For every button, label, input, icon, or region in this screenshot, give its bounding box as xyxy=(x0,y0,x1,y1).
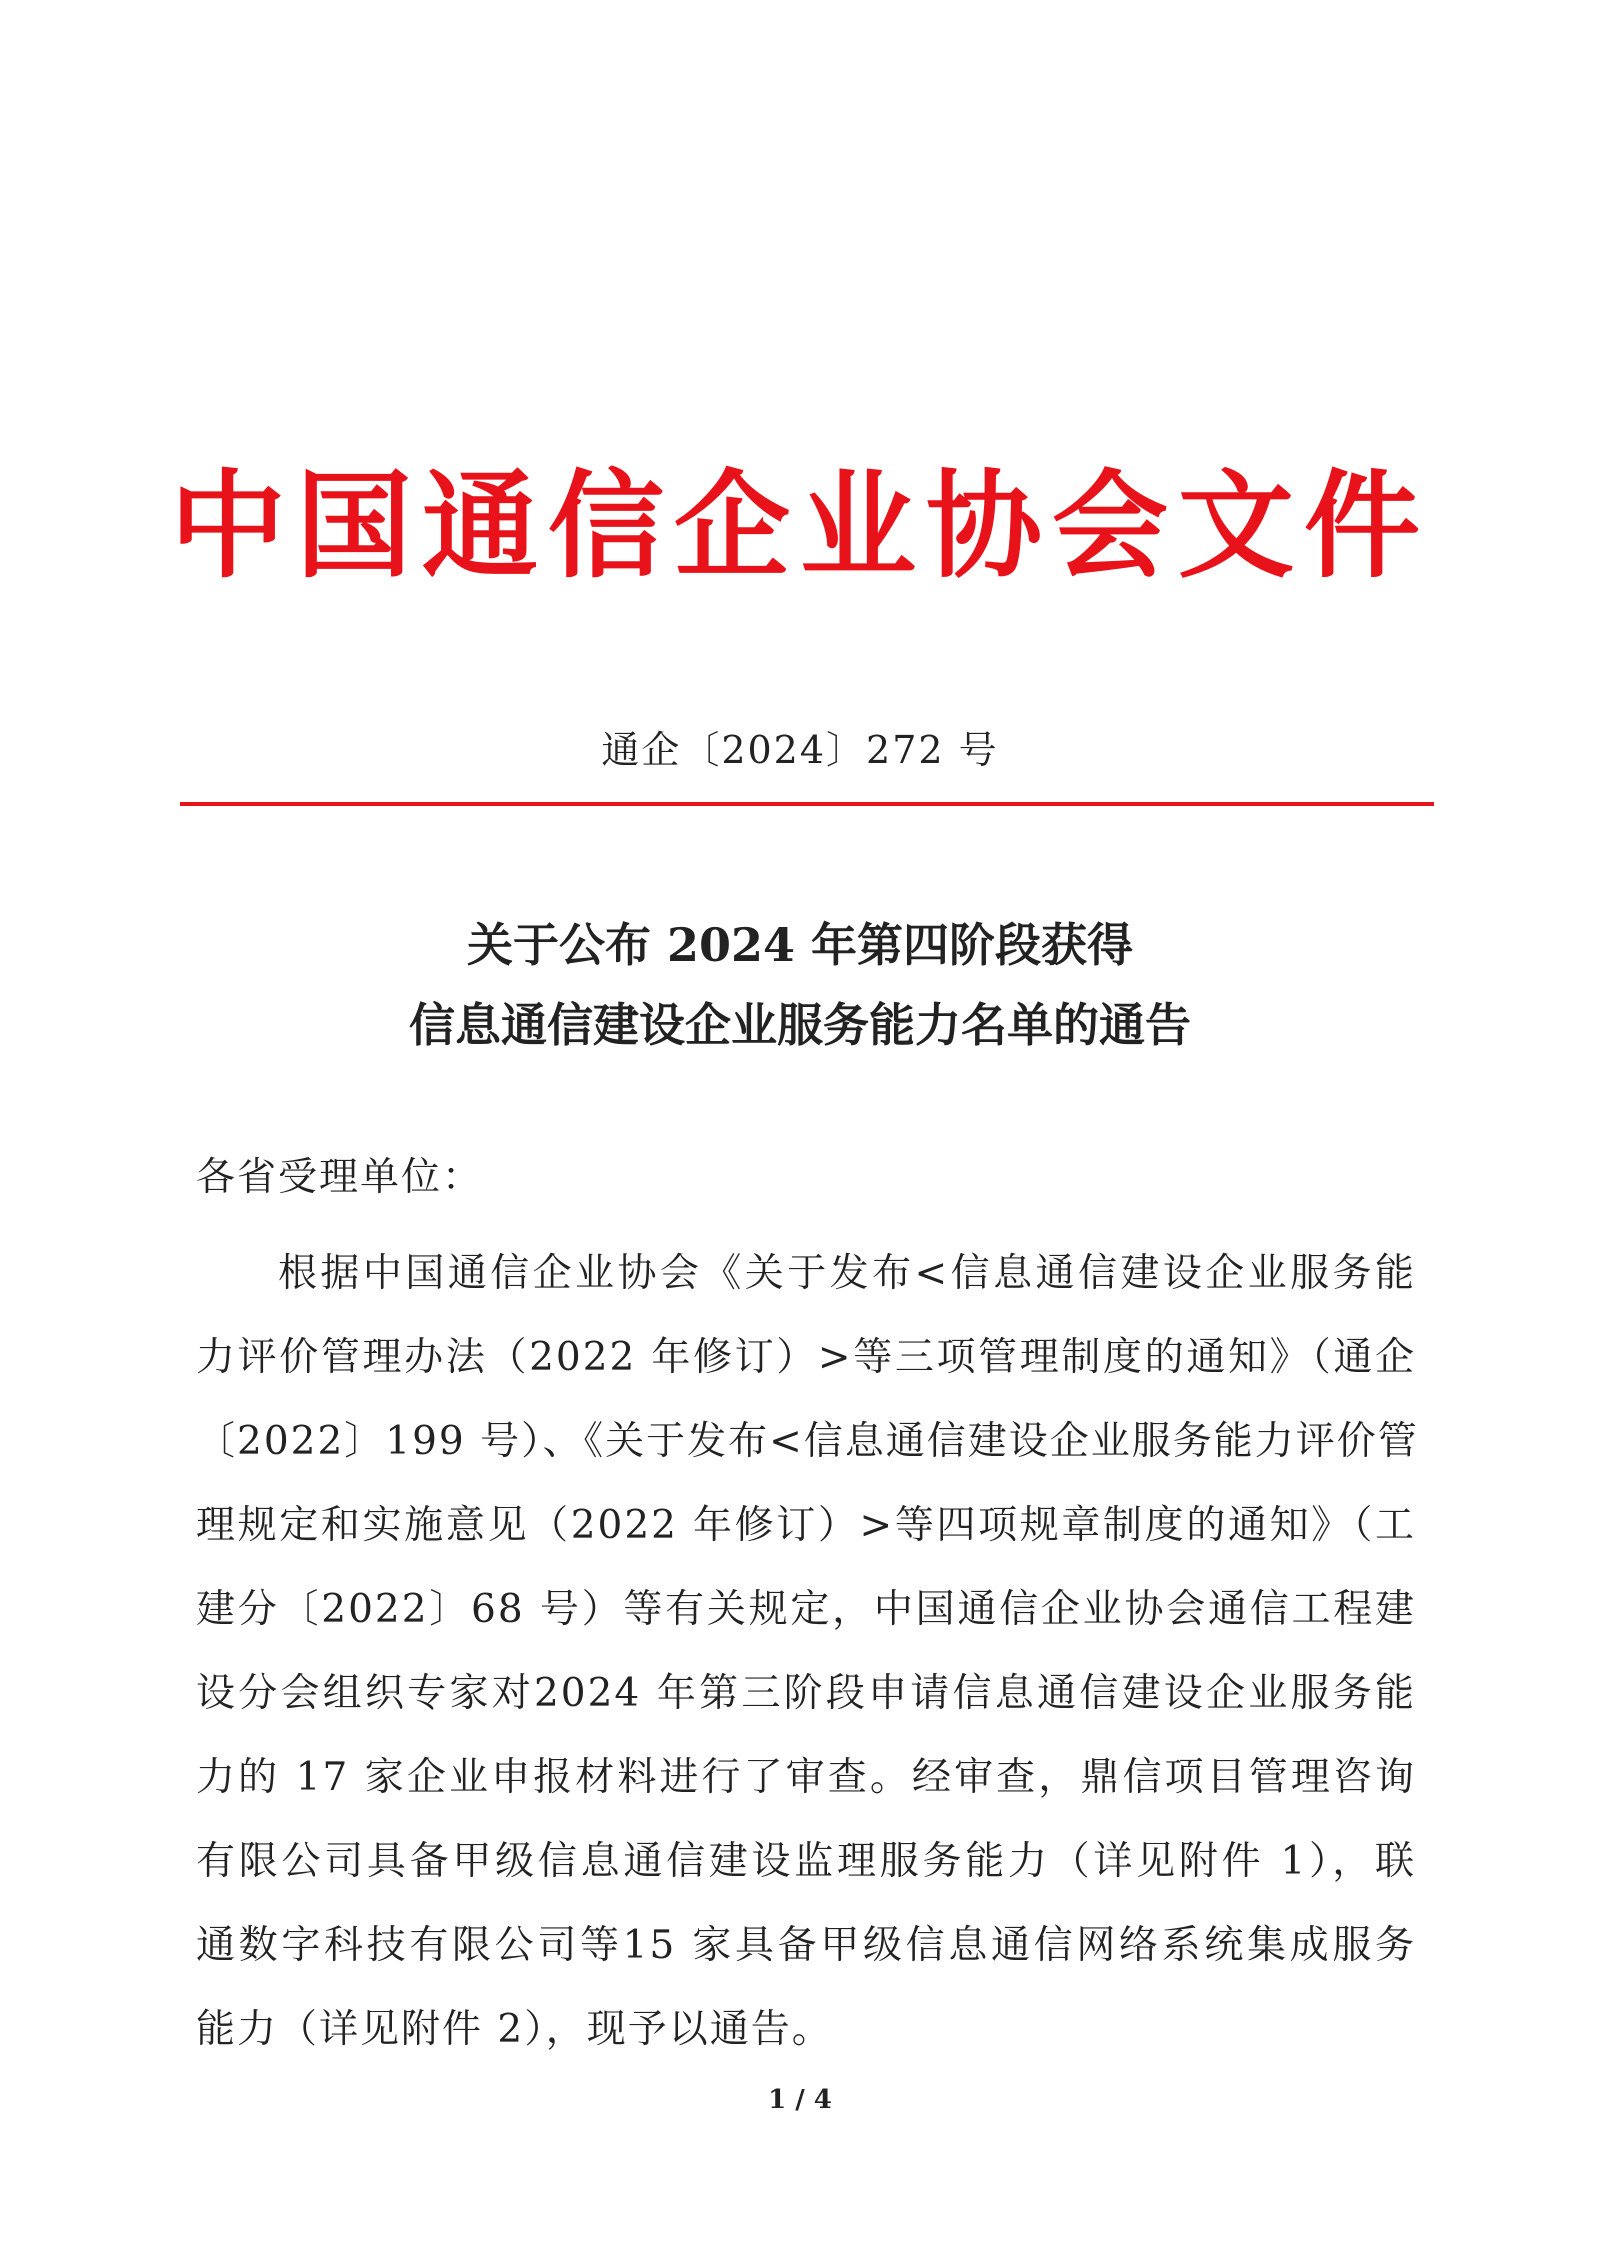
body-line: 力的 17 家企业申报材料进行了审查。经审查，鼎信项目管理咨询 xyxy=(196,1755,1416,1800)
body-line: 根据中国通信企业协会《关于发布<信息通信建设企业服务能 xyxy=(278,1251,1416,1296)
body-line: 力评价管理办法（2022 年修订）>等三项管理制度的通知》（通企 xyxy=(196,1335,1416,1380)
document-number: 通企〔2024〕272 号 xyxy=(601,728,999,772)
body-line: 理规定和实施意见（2022 年修订）>等四项规章制度的通知》（工 xyxy=(196,1503,1416,1548)
salutation: 各省受理单位： xyxy=(196,1155,484,1200)
body-line: 有限公司具备甲级信息通信建设监理服务能力（详见附件 1），联 xyxy=(196,1839,1416,1884)
notice-title xyxy=(0,905,1600,1065)
body-line: 通数字科技有限公司等15 家具备甲级信息通信网络系统集成服务 xyxy=(196,1923,1416,1968)
page-number: 1 / 4 xyxy=(768,2085,832,2115)
notice-title-line-2: 信息通信建设企业服务能力名单的通告 xyxy=(409,998,1191,1052)
header-divider xyxy=(180,802,1434,806)
body-paragraph xyxy=(196,1232,1419,2072)
body-line: 设分会组织专家对2024 年第三阶段申请信息通信建设企业服务能 xyxy=(196,1671,1416,1716)
body-line: 能力（详见附件 2），现予以通告。 xyxy=(196,2007,833,2052)
notice-title-line-1: 关于公布 2024 年第四阶段获得 xyxy=(466,918,1134,972)
document-header-title: 中国通信企业协会文件 xyxy=(170,459,1430,594)
body-line: 〔2022〕199 号）、《关于发布<信息通信建设企业服务能力评价管 xyxy=(196,1419,1419,1464)
body-line: 建分〔2022〕68 号）等有关规定，中国通信企业协会通信工程建 xyxy=(196,1587,1416,1632)
